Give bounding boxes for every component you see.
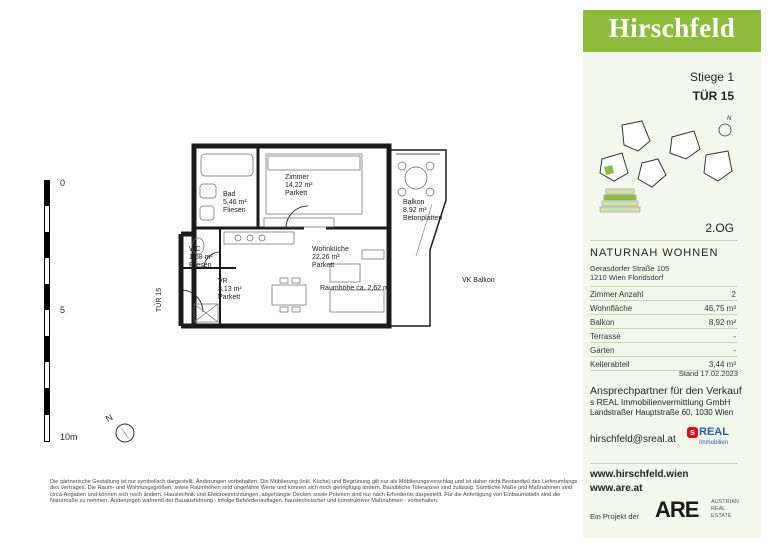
room-wohnkueche — [312, 246, 349, 270]
fact-label: Kellerabteil — [590, 360, 630, 369]
stand-date: Stand 17.02.2023 — [678, 369, 738, 378]
room-balkon-floor: Betonplatten — [403, 215, 443, 222]
sreal-logo-sub: Immobilien — [699, 440, 729, 446]
are-logo-mark: ARE — [655, 497, 699, 522]
project-title: NATURNAH WOHNEN — [590, 247, 719, 259]
room-bad-name: Bad — [223, 191, 236, 198]
are-logo — [655, 497, 745, 523]
room-balkon-area: 8,92 m² — [403, 207, 427, 214]
fact-value: 8,92 m² — [708, 318, 736, 327]
contact-address: Landstraßer Hauptstraße 60, 1030 Wien — [590, 408, 734, 417]
fact-value: 46,75 m² — [704, 304, 736, 313]
floor-label: 2.OG — [705, 221, 734, 235]
sreal-logo: s REAL Immobilien — [687, 425, 735, 453]
door-label: TÜR 15 — [156, 287, 163, 312]
are-logo-line3: ESTATE — [711, 513, 732, 519]
room-wc-name: WC — [189, 246, 201, 253]
fact-label: Balkon — [590, 318, 615, 327]
room-zimmer-name: Zimmer — [285, 174, 309, 181]
contact-company: s REAL Immobilienvermittlung GmbH — [590, 397, 731, 407]
contact-email-link[interactable]: hirschfeld@sreal.at — [590, 434, 676, 445]
room-vr-name: VR — [218, 278, 228, 285]
are-logo-line1: AUSTRIAN — [711, 499, 739, 505]
room-balkon — [403, 199, 442, 223]
room-wc-area: 1,68 m² — [189, 254, 213, 261]
are-logo-line2: REAL — [711, 506, 726, 512]
project-address-2: 1210 Wien Floridsdorf — [590, 273, 664, 282]
room-bad-area: 5,46 m² — [223, 199, 247, 206]
room-bad-floor: Fliesen — [223, 207, 246, 214]
fact-value: - — [733, 346, 736, 355]
site-plan-icon — [594, 115, 744, 225]
room-wohnkueche-area: 22,26 m² — [312, 254, 340, 261]
divider — [590, 240, 738, 241]
divider — [590, 463, 738, 464]
room-vr-area: 3,13 m² — [218, 286, 242, 293]
tuer-label: TÜR 15 — [692, 89, 734, 103]
room-balkon-name: Balkon — [403, 199, 425, 206]
room-vr-floor: Parkett — [218, 294, 241, 301]
compass-n-label: N — [103, 412, 115, 424]
fact-value: 3,44 m² — [708, 360, 736, 369]
fact-label: Wohnfläche — [590, 304, 633, 313]
project-of-label: Ein Projekt der — [590, 512, 640, 521]
room-wohnkueche-floor: Parkett — [312, 262, 335, 269]
divider — [590, 286, 738, 287]
room-zimmer-area: 14,22 m² — [285, 182, 313, 189]
scale-label-10: 10m — [60, 432, 78, 442]
room-wc-floor: Fliesen — [189, 262, 212, 269]
fact-value: - — [733, 332, 736, 341]
room-vr — [218, 278, 242, 302]
room-wc — [189, 246, 213, 270]
room-zimmer-floor: Parkett — [285, 190, 308, 197]
fact-value: 2 — [731, 290, 736, 299]
room-wohnkueche-name: Wohnküche — [312, 246, 349, 253]
fact-label: Garten — [590, 346, 615, 355]
scale-label-5: 5 — [60, 305, 66, 315]
floor-plan — [176, 140, 476, 335]
website-hirschfeld-link[interactable]: www.hirschfeld.wien — [590, 469, 689, 480]
room-bad — [223, 191, 247, 215]
room-height-note: Raumhöhe ca. 2,62 m — [320, 285, 389, 292]
scale-bar — [44, 180, 50, 442]
project-address-1: Gerasdorfer Straße 105 — [590, 264, 670, 273]
sreal-logo-text: REAL — [699, 426, 729, 438]
scale-label-0: 0 — [60, 178, 66, 188]
website-are-link[interactable]: www.are.at — [590, 483, 643, 494]
contact-heading: Ansprechpartner für den Verkauf — [590, 385, 742, 397]
brand-logo: Hirschfeld — [608, 13, 736, 43]
vk-balkon-label: VK Balkon — [462, 277, 495, 284]
site-plan-north: N — [727, 116, 732, 122]
stiege-label: Stiege 1 — [689, 70, 734, 84]
disclaimer-text: Die gärtnerische Gestaltung ist nur symbolisch dargestellt. Änderungen vorbehalten. Die Möblierung (inkl. Küche) und Begrünung gilt nur als Möblierungsvorschlag und ist daher nicht Bestandteil des Lieferumfangs des Vertrages. Die Raum- und Wohnungsgrößen, sowie Raumhöhen sind ungefähre Werte und können sich noch geringfügig ändern. Bauübliche Toleranzen sind zulässig. Sämtliche Maße und Maßnahmen sind circa-Angaben und können sich noch ändern. Haustechnik und Elektroeinrichtungen, abgehängte Decken sowie Poterien sind nur nach Erfordernis dargestellt. Für die Anfertigung von Einbaumöbeln sind die Naturmaße zu nehmen. Änderungen während der Bauausführung - infolge Behördenauflagen, haustechnischer und konstruktiver Maßnahmen - vorbehalten. — [50, 479, 578, 505]
compass-icon — [114, 422, 136, 444]
room-zimmer — [285, 174, 313, 198]
fact-label: Terrasse — [590, 332, 621, 341]
fact-label: Zimmer Anzahl — [590, 290, 644, 299]
